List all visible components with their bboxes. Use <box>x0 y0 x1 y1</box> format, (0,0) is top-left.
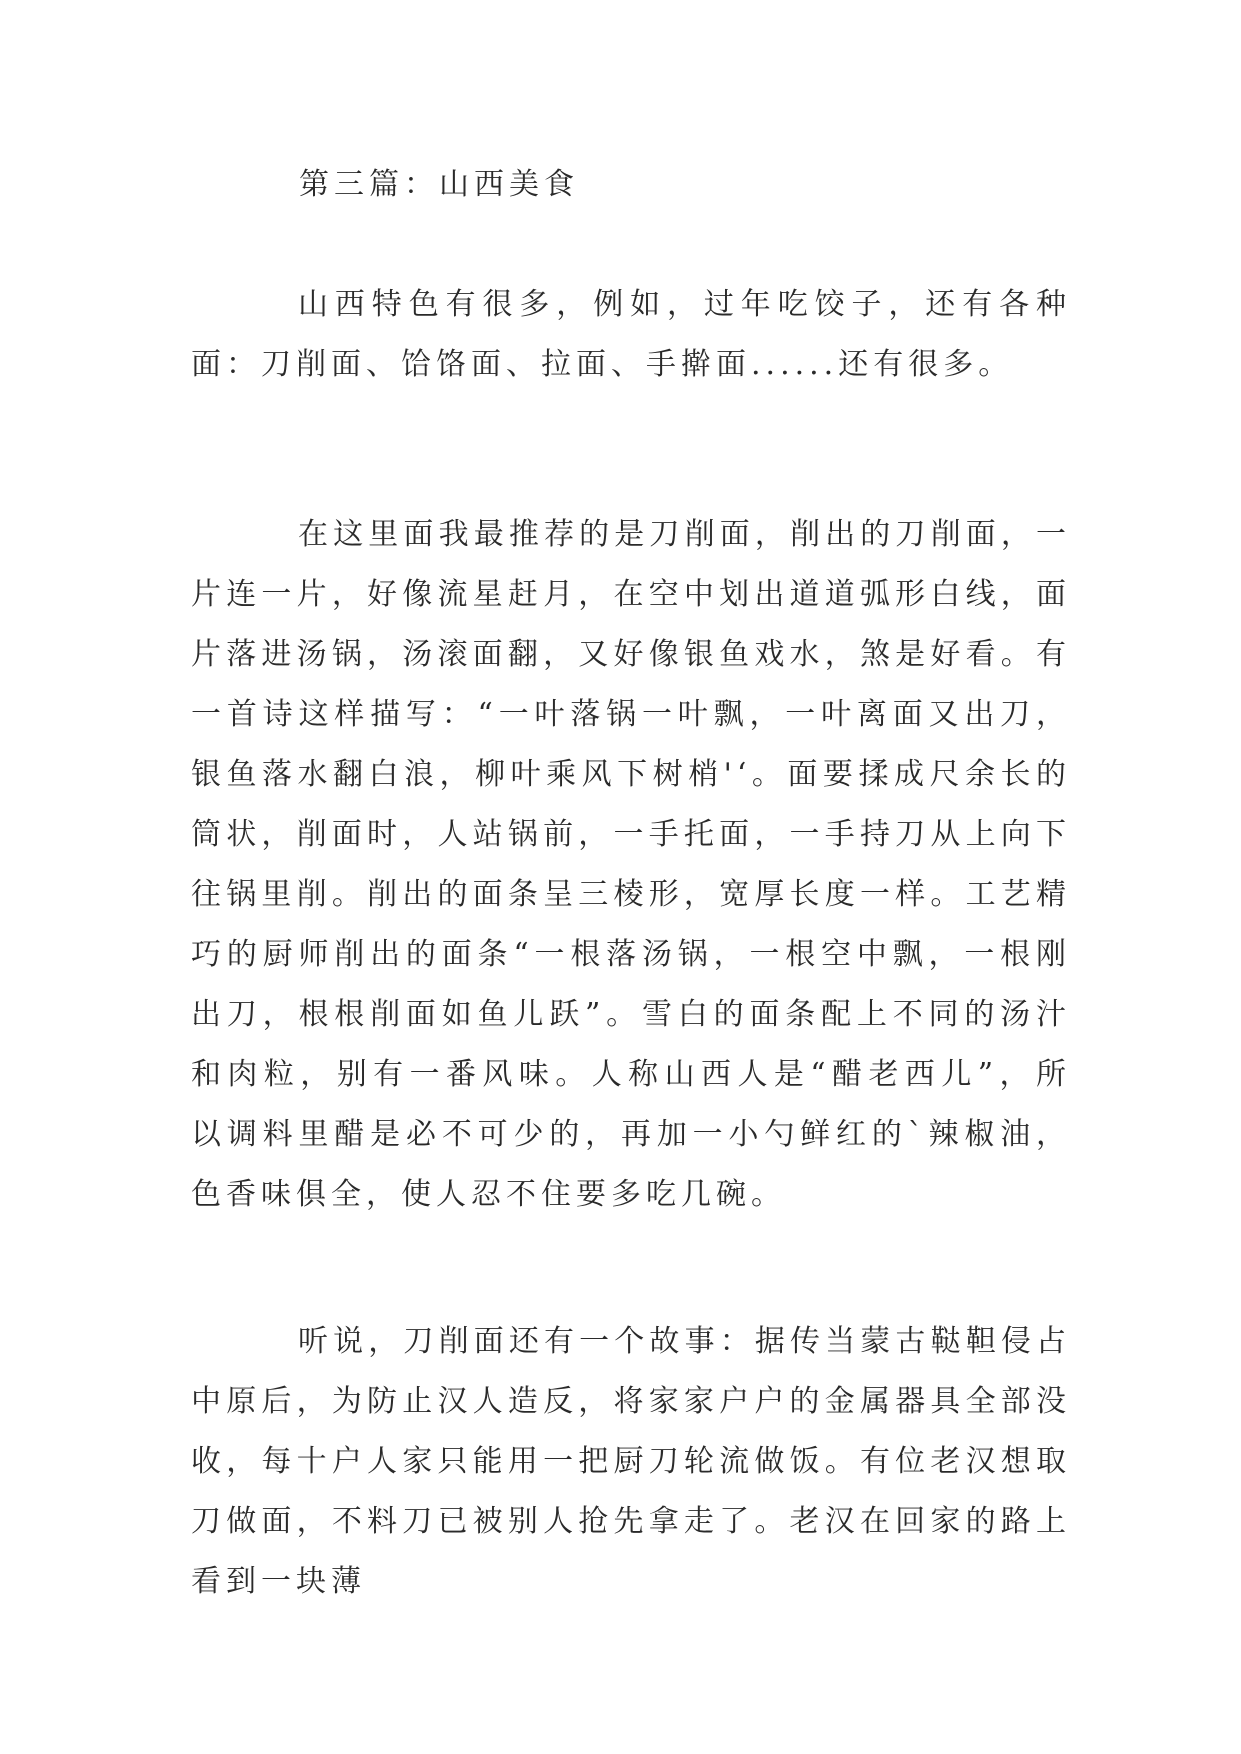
paragraph-story: 听说，刀削面还有一个故事：据传当蒙古鞑靼侵占中原后，为防止汉人造反，将家家户户的金属器具全部没收，每十户人家只能用一把厨刀轮流做饭。有位老汉想取刀做面，不料刀已被别人抢先拿走了。老汉在回家的路上看到一块薄 <box>191 1324 1071 1599</box>
page-title: 第三篇：山西美食 <box>299 167 579 202</box>
paragraph-intro: 山西特色有很多，例如，过年吃饺子，还有各种面：刀削面、饸饹面、拉面、手擀面......还有很多。 <box>191 287 1071 382</box>
paragraph-daoxiaomian: 在这里面我最推荐的是刀削面，削出的刀削面，一片连一片，好像流星赶月，在空中划出道道弧形白线，面片落进汤锅，汤滚面翻，又好像银鱼戏水，煞是好看。有一首诗这样描写：“一叶落锅一叶飘，一叶离面又出刀，银鱼落水翻白浪，柳叶乘风下树梢'‘。面要揉成尺余长的筒状，削面时，人站锅前，一手托面，一手持刀从上向下往锅里削。削出的面条呈三棱形，宽厚长度一样。工艺精巧的厨师削出的面条“一根落汤锅，一根空中飘，一根刚出刀，根根削面如鱼儿跃”。雪白的面条配上不同的汤汁和肉粒，别有一番风味。人称山西人是“醋老西儿”，所以调料里醋是必不可少的，再加一小勺鲜红的`辣椒油，色香味俱全，使人忍不住要多吃几碗。 <box>191 517 1071 1212</box>
